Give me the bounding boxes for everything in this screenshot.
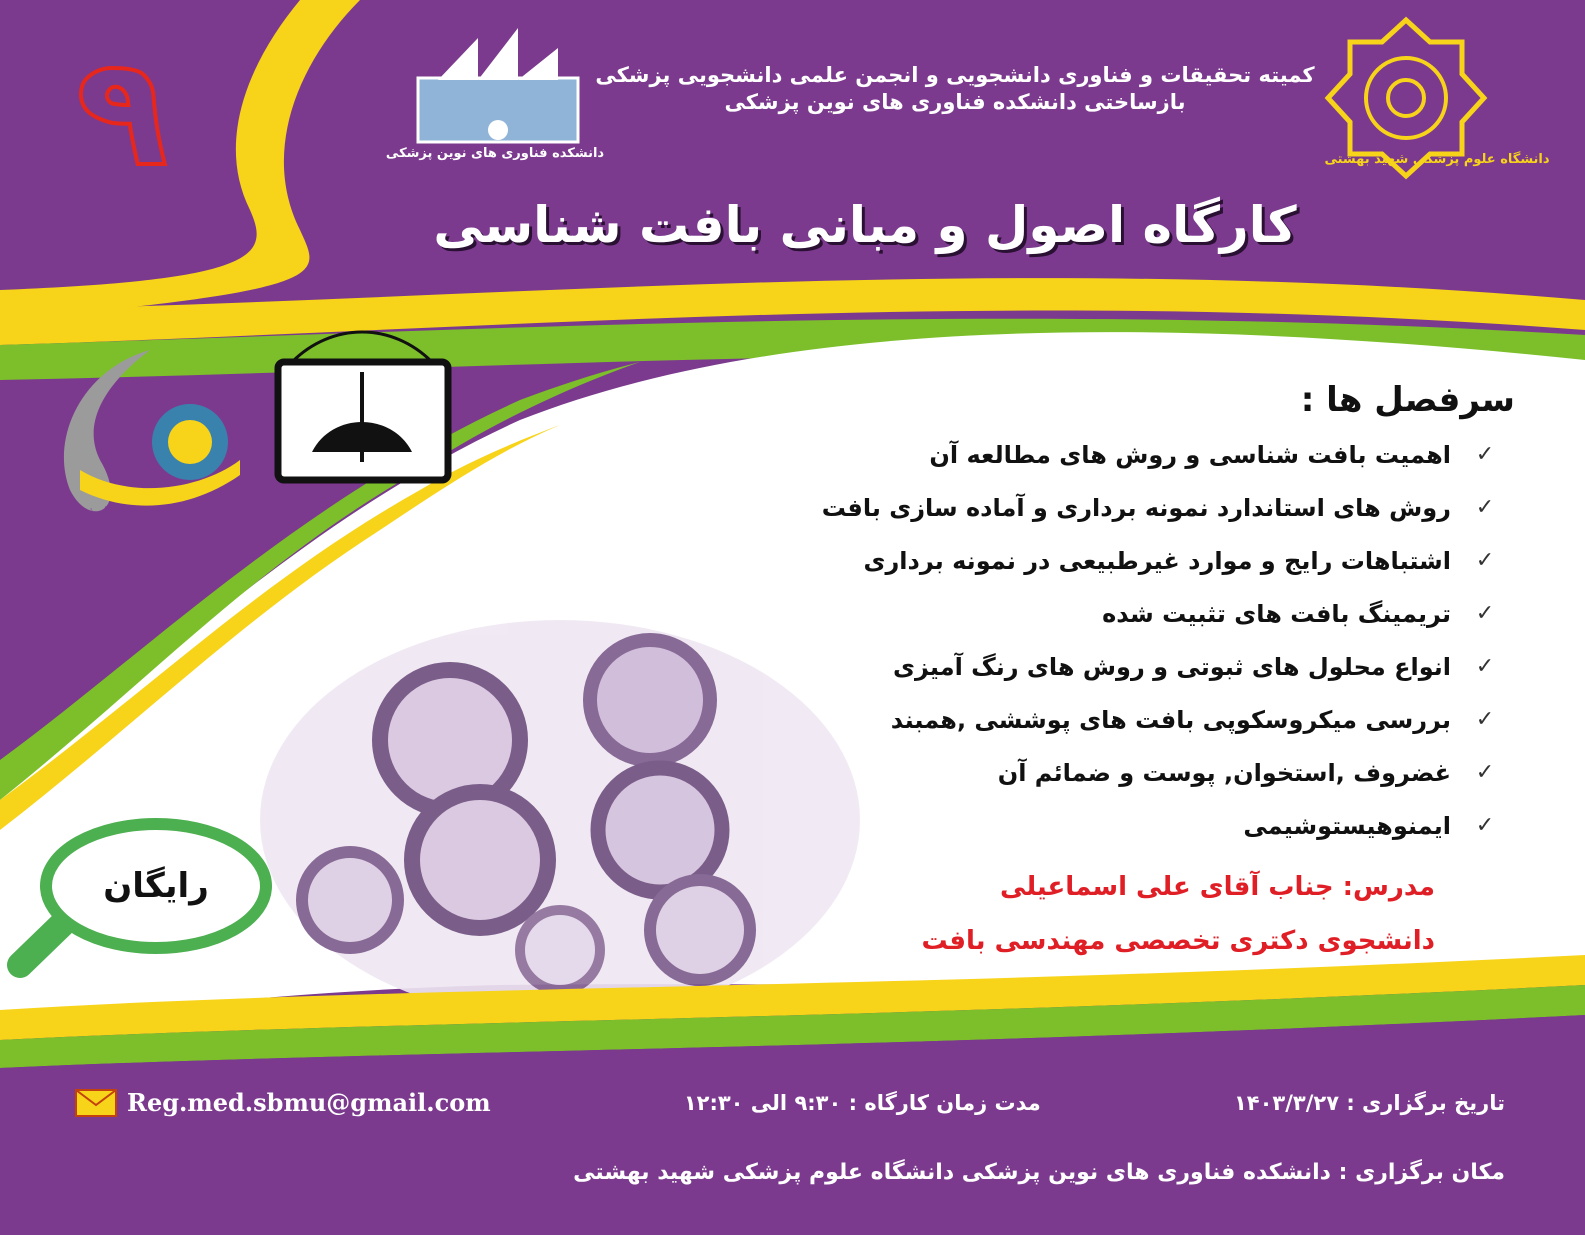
topic-item xyxy=(625,481,1505,534)
check-icon: ✓ xyxy=(1475,654,1495,679)
topic-text: بررسی میکروسکوپی بافت های پوششی ,همبند xyxy=(890,705,1451,734)
topic-item xyxy=(625,746,1505,799)
check-icon: ✓ xyxy=(1475,495,1495,520)
instructor-title: دانشجوی دکتری تخصصی مهندسی بافت xyxy=(921,926,1435,956)
topic-item xyxy=(625,640,1505,693)
topics-list xyxy=(625,428,1505,852)
duration-text: مدت زمان کارگاه : ۹:۳۰ الی ۱۲:۳۰ xyxy=(683,1090,1041,1115)
topic-text: اهمیت بافت شناسی و روش های مطالعه آن xyxy=(929,440,1451,469)
event-number: ۹ xyxy=(76,26,168,200)
date-text: تاریخ برگزاری : ۱۴۰۳/۳/۲۷ xyxy=(1233,1090,1505,1115)
anjoman-logo-caption: انجمن های علمی دانشجویی xyxy=(45,505,240,521)
free-badge: رایگان xyxy=(103,866,209,906)
topic-text: غضروف ,استخوان, پوست و ضمائم آن xyxy=(997,758,1451,787)
topic-item xyxy=(625,587,1505,640)
topic-item xyxy=(625,799,1505,852)
topic-text: انواع محلول های ثبوتی و روش های رنگ آمیزی xyxy=(893,652,1451,681)
organizer-text: کمیته تحقیقات و فناوری دانشجویی و انجمن علمی دانشجویی پزشکی بازساختی دانشکده فناوری های نوین پزشکی xyxy=(595,63,1315,115)
topic-text: تریمینگ بافت های تثبیت شده xyxy=(1102,599,1451,628)
venue-text: مکان برگزاری : دانشکده فناوری های نوین پزشکی دانشگاه علوم پزشکی شهید بهشتی xyxy=(573,1160,1505,1185)
topic-item xyxy=(625,693,1505,746)
email-link[interactable]: Reg.med.sbmu@gmail.com xyxy=(127,1088,491,1117)
topic-item xyxy=(625,428,1505,481)
faculty-logo-caption: دانشکده فناوری های نوین پزشکی xyxy=(385,146,605,161)
email-block xyxy=(75,1088,491,1117)
check-icon: ✓ xyxy=(1475,707,1495,732)
workshop-title: کارگاه اصول و مبانی بافت شناسی xyxy=(433,196,1297,254)
topic-text: روش های استاندارد نمونه برداری و آماده سازی بافت xyxy=(821,493,1451,522)
instructor-block xyxy=(635,860,1435,968)
mail-icon xyxy=(75,1089,117,1117)
check-icon: ✓ xyxy=(1475,548,1495,573)
instructor-name: مدرس: جناب آقای علی اسماعیلی xyxy=(1000,872,1435,902)
sbmu-logo-caption: دانشگاه علوم پزشکی شهید بهشتی xyxy=(1324,152,1550,167)
topic-text: ایمنوهیستوشیمی xyxy=(1243,811,1451,840)
topic-item xyxy=(625,534,1505,587)
headings-title: سرفصل ها : xyxy=(1300,380,1515,420)
check-icon: ✓ xyxy=(1475,442,1495,467)
info-row xyxy=(75,1088,1505,1117)
check-icon: ✓ xyxy=(1475,601,1495,626)
check-icon: ✓ xyxy=(1475,760,1495,785)
topic-text: اشتباهات رایج و موارد غیرطبیعی در نمونه برداری xyxy=(863,546,1451,575)
check-icon: ✓ xyxy=(1475,813,1495,838)
